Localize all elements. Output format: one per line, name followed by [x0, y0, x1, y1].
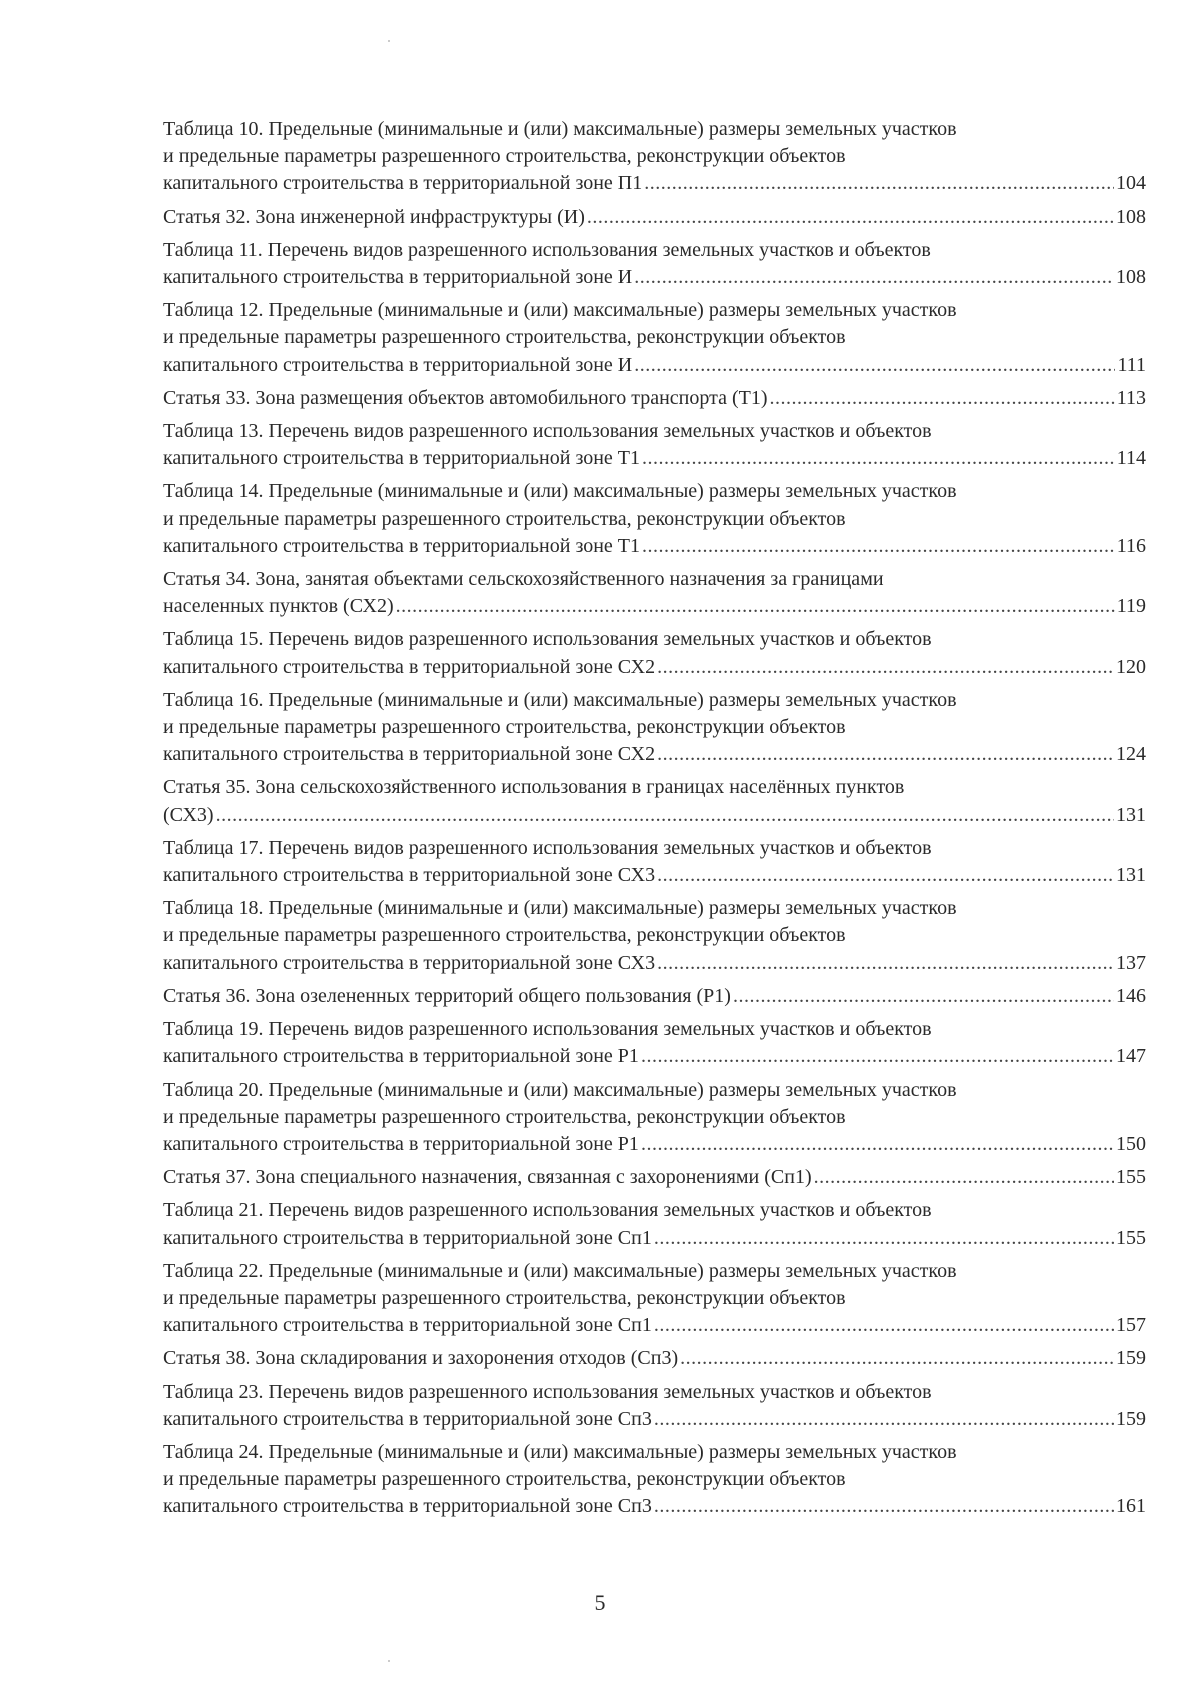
toc-entry[interactable]	[163, 1197, 1146, 1251]
page-number: 5	[594, 1590, 606, 1615]
toc-entry-last-line	[163, 862, 1146, 889]
toc-entry-line: Таблица 16. Предельные (минимальные и (или) максимальные) размеры земельных участков	[163, 688, 957, 711]
toc-page-number: 104	[1116, 172, 1146, 195]
toc-entry[interactable]	[163, 385, 1146, 412]
toc-entry-line: и предельные параметры разрешенного строительства, реконструкции объектов	[163, 145, 846, 168]
toc-entry-line: капитального строительства в территориальной зоне Сп3	[163, 1495, 652, 1518]
toc-entry-last-line	[163, 1493, 1146, 1520]
toc-entry[interactable]	[163, 1164, 1146, 1191]
toc-page-number: 131	[1116, 864, 1146, 887]
toc-entry-line: Таблица 18. Предельные (минимальные и (или) максимальные) размеры земельных участков	[163, 897, 957, 920]
toc-page-number: 146	[1116, 984, 1146, 1007]
toc-entry-line: капитального строительства в территориальной зоне СХ2	[163, 743, 656, 766]
toc-entry[interactable]	[163, 1077, 1146, 1159]
dot-leader	[642, 445, 1115, 472]
toc-entry-line: Таблица 12. Предельные (минимальные и (или) максимальные) размеры земельных участков	[163, 299, 957, 322]
toc-entry[interactable]	[163, 1345, 1146, 1372]
toc-page-number: 124	[1116, 743, 1146, 766]
toc-entry-line: Таблица 22. Предельные (минимальные и (или) максимальные) размеры земельных участков	[163, 1259, 957, 1282]
table-of-contents	[163, 116, 1146, 1527]
toc-entry[interactable]	[163, 1439, 1146, 1521]
toc-page-number: 120	[1116, 655, 1146, 678]
toc-entry-line: Таблица 21. Перечень видов разрешенного использования земельных участков и объектов	[163, 1199, 932, 1222]
toc-entry-last-line	[163, 983, 1146, 1010]
toc-entry[interactable]	[163, 116, 1146, 198]
toc-entry-line: и предельные параметры разрешенного строительства, реконструкции объектов	[163, 507, 846, 530]
toc-entry[interactable]	[163, 1379, 1146, 1433]
dot-leader	[657, 654, 1114, 681]
toc-entry-last-line	[163, 264, 1146, 291]
dot-leader	[680, 1345, 1114, 1372]
toc-entry-line: Таблица 23. Перечень видов разрешенного использования земельных участков и объектов	[163, 1380, 932, 1403]
toc-entry[interactable]	[163, 297, 1146, 379]
toc-entry-line: капитального строительства в территориальной зоне СХ3	[163, 951, 656, 974]
toc-entry[interactable]	[163, 204, 1146, 231]
toc-entry-line: Статья 38. Зона складирования и захоронения отходов (Сп3)	[163, 1347, 679, 1370]
toc-page-number: 161	[1116, 1495, 1146, 1518]
toc-page-number: 147	[1116, 1045, 1146, 1068]
toc-entry-line: капитального строительства в территориальной зоне Сп1	[163, 1226, 652, 1249]
dot-leader	[634, 352, 1115, 379]
dot-leader	[654, 1225, 1114, 1252]
toc-entry-line: Статья 33. Зона размещения объектов автомобильного транспорта (Т1)	[163, 386, 768, 409]
dot-leader	[641, 1043, 1114, 1070]
toc-entry-line: капитального строительства в территориальной зоне Т1	[163, 534, 641, 557]
toc-entry[interactable]	[163, 1016, 1146, 1070]
scan-speck	[388, 1660, 390, 1662]
toc-page-number: 108	[1116, 266, 1146, 289]
toc-entry[interactable]	[163, 566, 1146, 620]
toc-entry-last-line	[163, 1225, 1146, 1252]
dot-leader	[657, 950, 1114, 977]
toc-entry-line: и предельные параметры разрешенного строительства, реконструкции объектов	[163, 1468, 846, 1491]
toc-entry[interactable]	[163, 983, 1146, 1010]
toc-entry-last-line	[163, 1164, 1146, 1191]
dot-leader	[396, 593, 1115, 620]
toc-page-number: 155	[1116, 1226, 1146, 1249]
toc-entry-last-line	[163, 802, 1146, 829]
toc-entry-last-line	[163, 1043, 1146, 1070]
toc-entry-last-line	[163, 385, 1146, 412]
toc-entry-line: капитального строительства в территориальной зоне СХ2	[163, 655, 656, 678]
toc-entry[interactable]	[163, 478, 1146, 560]
toc-entry-line: Таблица 20. Предельные (минимальные и (или) максимальные) размеры земельных участков	[163, 1078, 957, 1101]
toc-entry-last-line	[163, 445, 1146, 472]
toc-entry-last-line	[163, 741, 1146, 768]
dot-leader	[657, 741, 1114, 768]
toc-entry-line: капитального строительства в территориальной зоне СХ3	[163, 864, 656, 887]
toc-entry-line: капитального строительства в территориальной зоне П1	[163, 172, 643, 195]
toc-entry-last-line	[163, 533, 1146, 560]
toc-entry-line: капитального строительства в территориальной зоне Сп1	[163, 1314, 652, 1337]
dot-leader	[642, 533, 1115, 560]
toc-entry[interactable]	[163, 237, 1146, 291]
toc-entry-line: и предельные параметры разрешенного строительства, реконструкции объектов	[163, 1105, 846, 1128]
dot-leader	[770, 385, 1115, 412]
toc-page-number: 150	[1116, 1132, 1146, 1155]
toc-entry-line: Таблица 19. Перечень видов разрешенного использования земельных участков и объектов	[163, 1018, 932, 1041]
dot-leader	[654, 1312, 1114, 1339]
toc-entry-last-line	[163, 1312, 1146, 1339]
dot-leader	[634, 264, 1114, 291]
toc-entry-line: и предельные параметры разрешенного строительства, реконструкции объектов	[163, 716, 846, 739]
toc-entry-line: и предельные параметры разрешенного строительства, реконструкции объектов	[163, 1286, 846, 1309]
dot-leader	[587, 204, 1114, 231]
toc-entry-line: Таблица 10. Предельные (минимальные и (или) максимальные) размеры земельных участков	[163, 118, 957, 140]
dot-leader	[654, 1406, 1114, 1433]
toc-page-number: 159	[1116, 1347, 1146, 1370]
toc-entry-last-line	[163, 1406, 1146, 1433]
toc-entry-line: Таблица 24. Предельные (минимальные и (или) максимальные) размеры земельных участков	[163, 1440, 957, 1463]
toc-entry-line: капитального строительства в территориальной зоне Р1	[163, 1045, 639, 1068]
toc-page-number: 157	[1116, 1314, 1146, 1337]
toc-entry-line: Статья 37. Зона специального назначения, связанная с захоронениями (Сп1)	[163, 1166, 812, 1189]
dot-leader	[216, 802, 1114, 829]
toc-entry-last-line	[163, 950, 1146, 977]
toc-entry-line: Статья 35. Зона сельскохозяйственного использования в границах населённых пунктов	[163, 776, 905, 799]
toc-entry[interactable]	[163, 835, 1146, 889]
dot-leader	[814, 1164, 1114, 1191]
toc-page-number: 108	[1116, 205, 1146, 228]
toc-entry-last-line	[163, 654, 1146, 681]
toc-entry-line: населенных пунктов (СХ2)	[163, 595, 394, 618]
toc-page-number: 119	[1116, 595, 1146, 618]
toc-page-number: 159	[1116, 1407, 1146, 1430]
toc-entry[interactable]	[163, 418, 1146, 472]
toc-entry-line: капитального строительства в территориальной зоне Сп3	[163, 1407, 652, 1430]
toc-entry-last-line	[163, 204, 1146, 231]
toc-page-number: 114	[1116, 447, 1146, 470]
toc-entry-line: капитального строительства в территориальной зоне Р1	[163, 1132, 639, 1155]
toc-entry-line: Статья 32. Зона инженерной инфраструктуры (И)	[163, 205, 585, 228]
toc-entry-line: Таблица 14. Предельные (минимальные и (или) максимальные) размеры земельных участков	[163, 480, 957, 503]
toc-page-number: 116	[1116, 534, 1146, 557]
toc-page-number: 111	[1117, 353, 1146, 376]
toc-entry-line: капитального строительства в территориальной зоне И	[163, 266, 633, 289]
toc-page-number: 113	[1116, 386, 1146, 409]
dot-leader	[654, 1493, 1114, 1520]
toc-entry[interactable]	[163, 774, 1146, 828]
toc-entry-last-line	[163, 1345, 1146, 1372]
toc-page-number: 137	[1116, 951, 1146, 974]
toc-entry-last-line	[163, 170, 1146, 197]
toc-entry[interactable]	[163, 687, 1146, 769]
toc-entry-line: и предельные параметры разрешенного строительства, реконструкции объектов	[163, 326, 846, 349]
dot-leader	[733, 983, 1114, 1010]
dot-leader	[641, 1131, 1114, 1158]
toc-entry-line: и предельные параметры разрешенного строительства, реконструкции объектов	[163, 924, 846, 947]
dot-leader	[644, 170, 1114, 197]
toc-entry-line: Таблица 17. Перечень видов разрешенного использования земельных участков и объектов	[163, 836, 932, 859]
toc-entry-line: Статья 34. Зона, занятая объектами сельскохозяйственного назначения за границами	[163, 568, 884, 591]
toc-page-number: 155	[1116, 1166, 1146, 1189]
toc-entry-line: капитального строительства в территориальной зоне Т1	[163, 447, 641, 470]
toc-entry-line: Статья 36. Зона озелененных территорий общего пользования (Р1)	[163, 984, 731, 1007]
toc-entry-line: Таблица 15. Перечень видов разрешенного использования земельных участков и объектов	[163, 628, 932, 651]
toc-entry-line: капитального строительства в территориальной зоне И	[163, 353, 633, 376]
toc-entry[interactable]	[163, 1258, 1146, 1340]
toc-page-number: 131	[1116, 803, 1146, 826]
toc-entry-line: Таблица 11. Перечень видов разрешенного использования земельных участков и объектов	[163, 238, 931, 261]
toc-entry-last-line	[163, 593, 1146, 620]
toc-entry-last-line	[163, 352, 1146, 379]
toc-entry[interactable]	[163, 626, 1146, 680]
toc-entry-last-line	[163, 1131, 1146, 1158]
toc-entry-line: Таблица 13. Перечень видов разрешенного использования земельных участков и объектов	[163, 420, 932, 443]
dot-leader	[657, 862, 1114, 889]
scan-speck	[388, 40, 390, 42]
toc-entry-line: (СХ3)	[163, 803, 214, 826]
toc-entry[interactable]	[163, 895, 1146, 977]
